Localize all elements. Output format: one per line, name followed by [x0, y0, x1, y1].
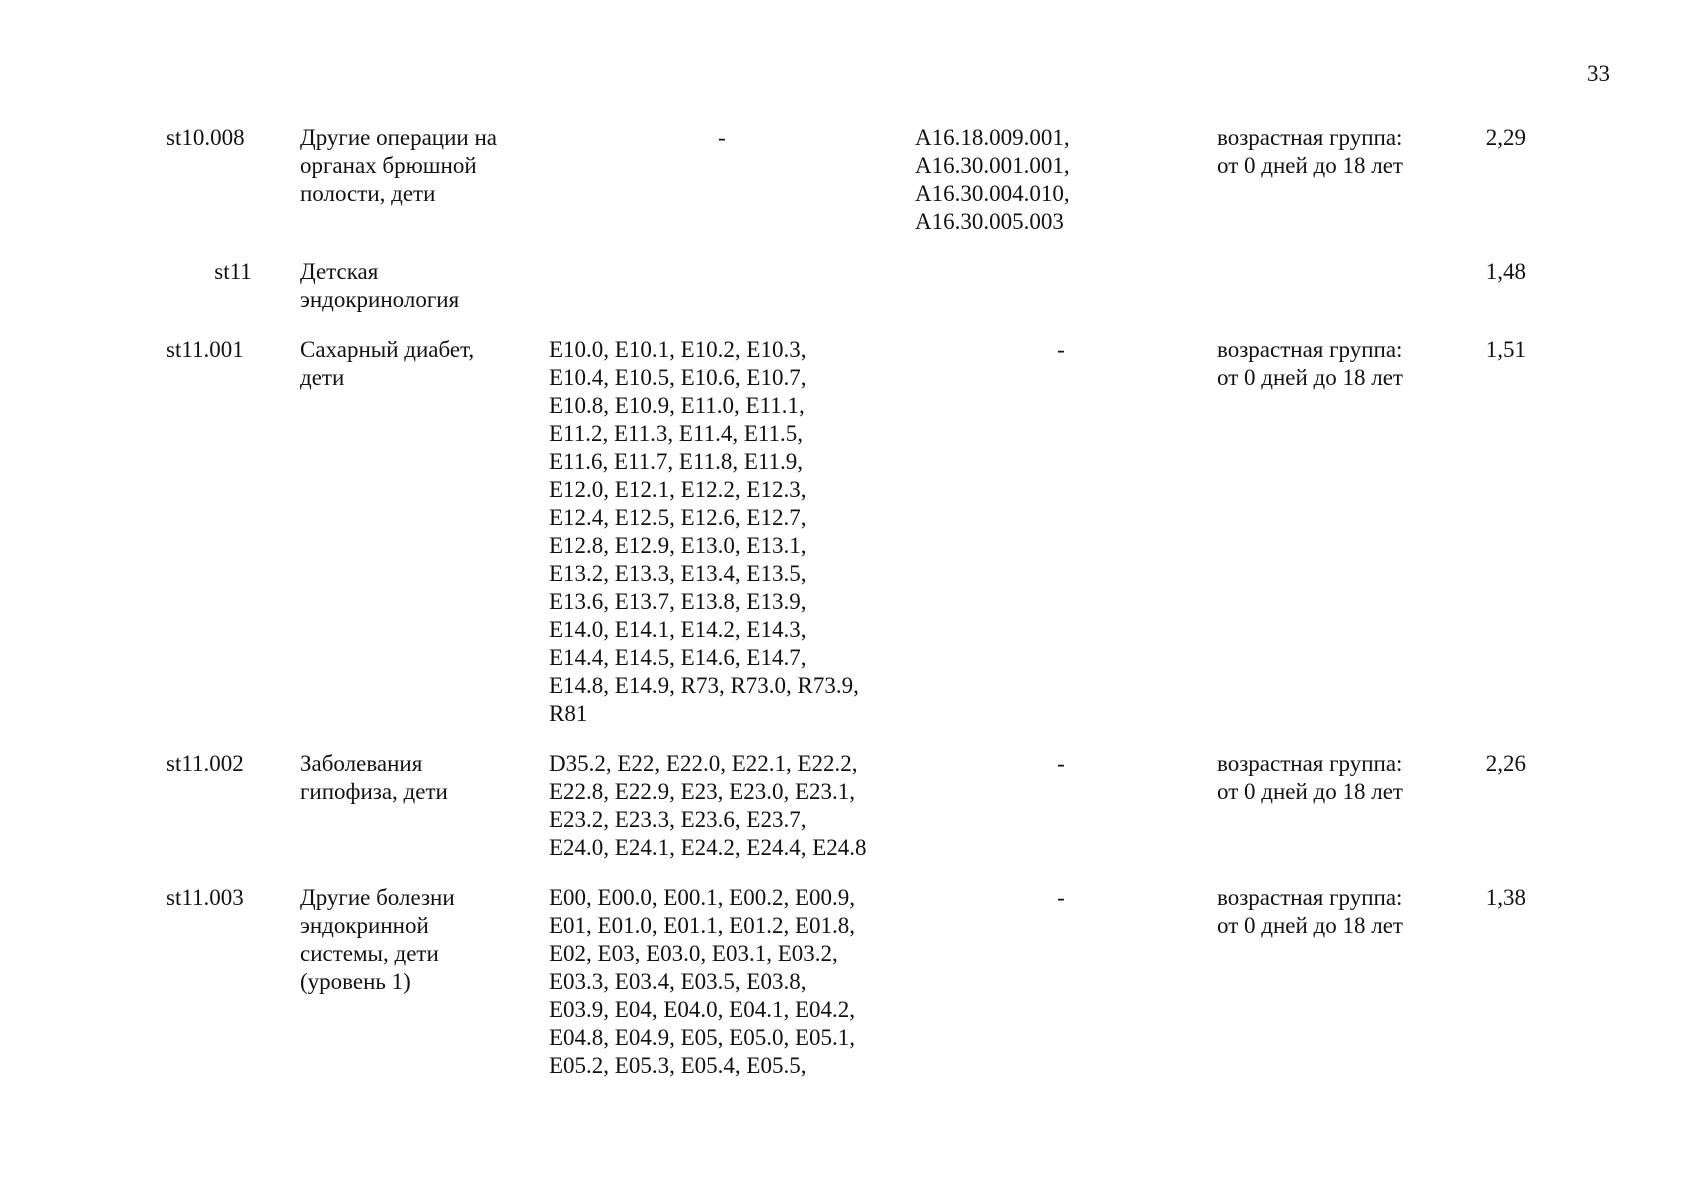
row-coefficient: 1,51 [1485, 337, 1526, 362]
row-criteria: возрастная группа: от 0 дней до 18 лет [1217, 885, 1403, 938]
row-name: Детская эндокринология [300, 259, 460, 312]
table-row [160, 750, 1580, 884]
row-name: Другие болезни эндокринной системы, дети (уровень 1) [300, 885, 455, 994]
table-row [160, 124, 1580, 258]
row-name: Другие операции на органах брюшной полости, дети [300, 125, 498, 206]
row-diagnoses: E10.0, E10.1, E10.2, E10.3, E10.4, E10.5, E10.6, E10.7, E10.8, E10.9, E11.0, E11.1, E11.2, E11.3, E11.4, E11.5, E11.6, E11.7, E11.8, E11.9, E12.0, E12.1, E12.2, E12.3, E12.4, E12.5, E12.6, E12.7, E12.8, E12.9, E13.0, E13.1, E13.2, E13.3, E13.4, E13.5, E13.6, E13.7, E13.8, E13.9, E14.0, E14.1, E14.2, E14.3, E14.4, E14.5, E14.6, E14.7, E14.8, E14.9, R73, R73.0, R73.9, R81 [549, 337, 859, 726]
row-operations: - [1057, 885, 1065, 910]
table-row [160, 884, 1580, 1102]
row-diagnoses: D35.2, E22, E22.0, E22.1, E22.2, E22.8, E22.9, E23, E23.0, E23.1, E23.2, E23.3, E23.6, E23.7, E24.0, E24.1, E24.2, E24.4, E24.8 [549, 751, 867, 860]
row-diagnoses [549, 258, 905, 336]
row-criteria: возрастная группа: от 0 дней до 18 лет [1217, 751, 1403, 804]
row-operations: - [1057, 751, 1065, 776]
ksg-table [160, 124, 1580, 1102]
row-operations: A16.18.009.001, A16.30.001.001, A16.30.004.010, A16.30.005.003 [915, 125, 1070, 234]
row-criteria [1217, 258, 1458, 336]
row-code: st11.001 [166, 337, 244, 362]
row-code: st11.002 [166, 751, 244, 776]
row-operations [905, 258, 1217, 336]
row-coefficient: 2,29 [1485, 125, 1526, 150]
row-diagnoses: - [718, 125, 726, 150]
page-number: 33 [1587, 61, 1610, 86]
table-row [160, 336, 1580, 750]
row-name: Заболевания гипофиза, дети [300, 751, 448, 804]
row-coefficient: 2,26 [1485, 751, 1526, 776]
row-operations: - [1057, 337, 1065, 362]
row-criteria: возрастная группа: от 0 дней до 18 лет [1217, 337, 1403, 390]
row-code: st11.003 [166, 885, 244, 910]
row-criteria: возрастная группа: от 0 дней до 18 лет [1217, 125, 1403, 178]
row-coefficient: 1,38 [1485, 885, 1526, 910]
row-name: Сахарный диабет, дети [300, 337, 475, 390]
row-code: st11 [214, 259, 252, 284]
table-row [160, 258, 1580, 336]
row-coefficient: 1,48 [1485, 259, 1526, 284]
row-code: st10.008 [166, 125, 245, 150]
row-diagnoses: E00, E00.0, E00.1, E00.2, E00.9, E01, E01.0, E01.1, E01.2, E01.8, E02, E03, E03.0, E03.1, E03.2, E03.3, E03.4, E03.5, E03.8, E03.9, E04, E04.0, E04.1, E04.2, E04.8, E04.9, E05, E05.0, E05.1, E05.2, E05.3, E05.4, E05.5, [549, 885, 855, 1078]
